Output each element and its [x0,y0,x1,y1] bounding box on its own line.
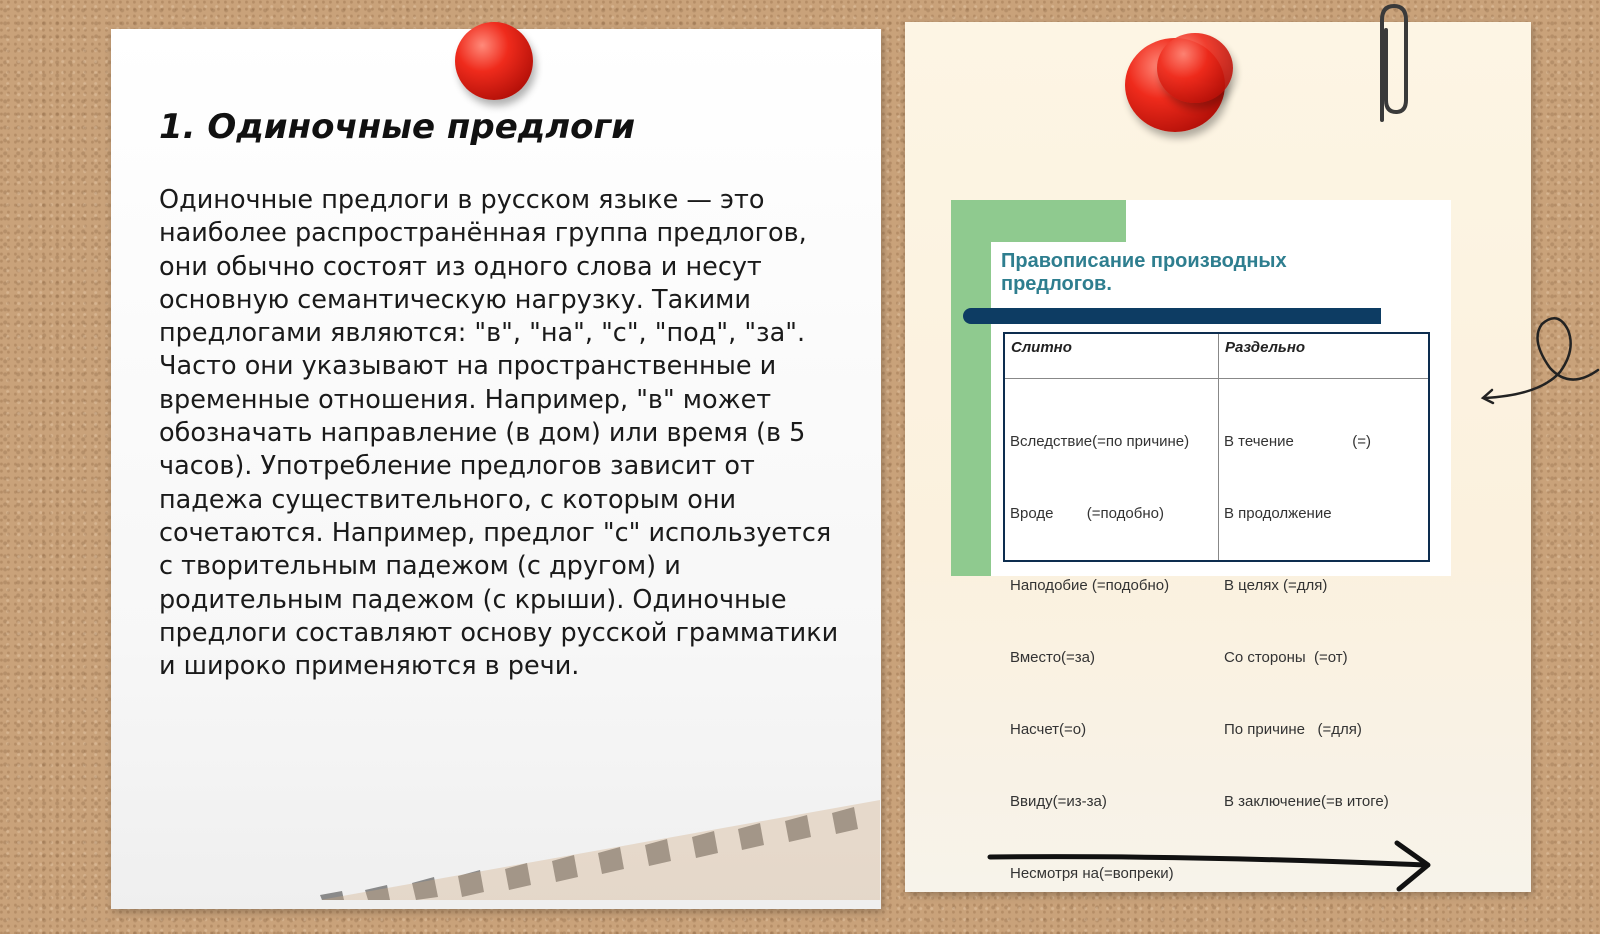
list-item: Вследствие(=по причине) [1010,433,1190,450]
embedded-slide [951,200,1451,882]
list-item: Вроде (=подобно) [1010,505,1164,522]
list-item: Вместо(=за) [1010,649,1096,666]
list-item: Со стороны (=от) [1224,649,1348,666]
prepositions-table [1003,332,1430,882]
push-pin-icon [1157,33,1233,103]
push-pin-icon [455,22,533,100]
list-item: Наподобие (=подобно) [1010,577,1170,594]
table-header-divider [1005,378,1218,379]
list-item: В целях (=для) [1224,577,1328,594]
slide-green-accent-left [951,200,991,576]
paper-clip-icon [1368,0,1420,130]
list-item: В течение (=) [1224,433,1371,450]
list-item: По причине (=для) [1224,721,1362,738]
table-column-separately [1219,334,1428,810]
list-item: Ввиду(=из-за) [1010,793,1107,810]
list-item: В продолжение [1224,505,1332,522]
arrow-right-icon [985,835,1445,895]
separately-list [1224,382,1389,862]
list-item: Насчет(=о) [1010,721,1087,738]
table-header-divider [1219,378,1428,379]
list-item: Несмотря на(=вопреки) [1010,865,1174,882]
left-paper-card [111,29,881,909]
slide-title: Правописание производных предлогов. [1001,250,1287,295]
card-title: 1. Одиночные предлоги [159,107,636,147]
list-item: В заключение(=в итоге) [1224,793,1389,810]
table-column-together [1005,334,1219,882]
card-body-text: Одиночные предлоги в русском языке — это наиболее распространённая группа предлогов, они обычно состоят из одного слова и несут основную семантическую нагрузку. Такими предлогами являются: "в", "на", "с", "под", "за". Часто они указывают на пространственные и временные отношения. Например, "в" может обозначать направление (в дом) или время (в 5 часов). Употребление предлогов зависит от падежа существительного, с которым они сочетаются. Например, предлог "с" используется с творительным падежом (с другом) и родительным падежом (с крыши). Одиночные предлоги составляют основу русской грамматики и широко применяются в речи. [159,185,839,682]
loop-doodle-icon [1480,310,1600,410]
table-header-separately: Раздельно [1225,339,1306,356]
table-header-together: Слитно [1011,339,1072,356]
torn-paper-edge [320,800,880,900]
slide-divider-bar [963,308,1381,324]
